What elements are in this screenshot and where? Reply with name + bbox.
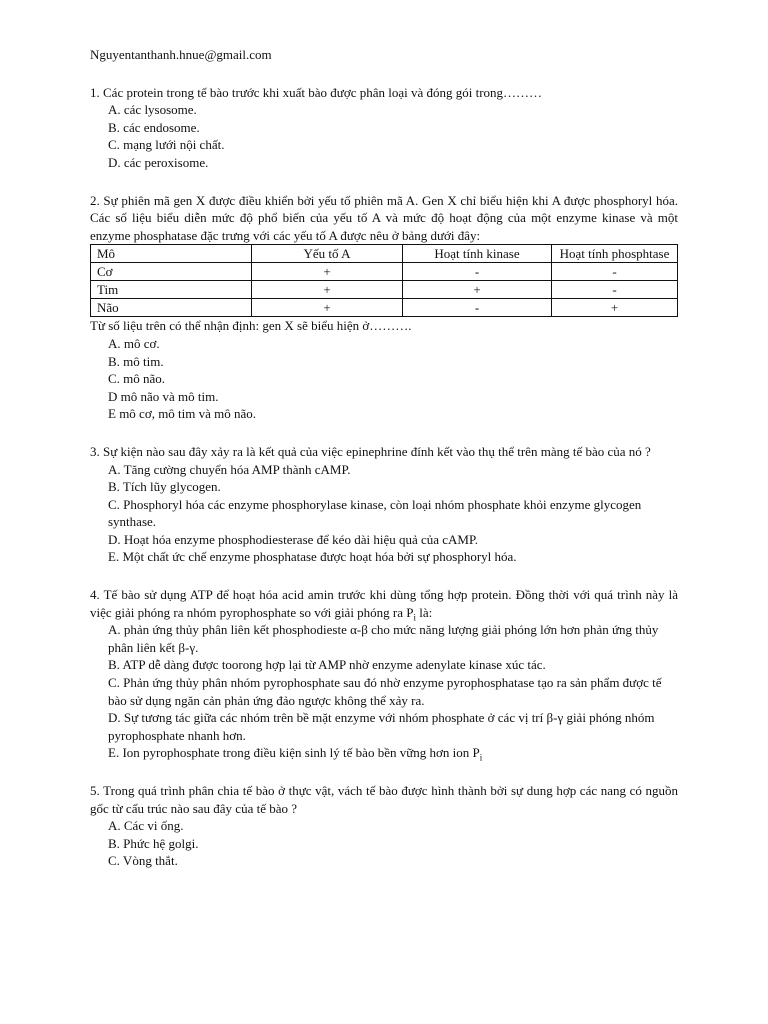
options-list <box>90 101 678 171</box>
question-text: 3. Sự kiện nào sau đây xảy ra là kết quả của việc epinephrine đính kết vào thụ thể trên màng tế bào của nó ? <box>90 443 651 459</box>
subscript-i: i <box>479 753 483 763</box>
table-row <box>91 299 678 317</box>
table-header: Hoạt tính kinase <box>403 245 552 263</box>
option-b: B. Tích lũy glycogen. <box>108 479 221 495</box>
table-cell: Tim <box>91 281 252 299</box>
option-d: D. Hoạt hóa enzyme phosphodiesterase để kéo dài hiệu quả của cAMP. <box>108 531 479 547</box>
data-table <box>90 244 678 317</box>
option-a: A. mô cơ. <box>108 335 160 351</box>
option-a: A. Tăng cường chuyển hóa AMP thành cAMP. <box>108 461 351 477</box>
question-text: 1. Các protein trong tế bào trước khi xuất bào được phân loại và đóng gói trong……… <box>90 84 543 100</box>
option-b: B. mô tim. <box>108 353 164 369</box>
question-4 <box>90 586 678 762</box>
question-5 <box>90 782 678 870</box>
option-d: D. Sự tương tác giữa các nhóm trên bề mặt enzyme với nhóm phosphate ở các vị trí β-γ giải phóng nhóm pyrophosphate nhanh hơn. <box>108 710 655 743</box>
question-text <box>90 586 678 621</box>
option-d: D. các peroxisome. <box>108 154 209 170</box>
question-text-tail: là: <box>416 604 433 620</box>
table-cell: - <box>403 263 552 281</box>
question-followup: Từ số liệu trên có thể nhận định: gen X sẽ biểu hiện ở………. <box>90 318 412 334</box>
option-a: A. các lysosome. <box>108 102 197 118</box>
option-d: D mô não và mô tim. <box>108 388 219 404</box>
table-cell: - <box>403 299 552 317</box>
option-e-text: E. Ion pyrophosphate trong điều kiện sinh lý tế bào bền vững hơn ion P <box>108 745 480 761</box>
table-header: Yếu tố A <box>252 245 403 263</box>
subscript-i: i <box>413 612 417 623</box>
table-row <box>91 281 678 299</box>
question-text: 5. Trong quá trình phân chia tế bào ở thực vật, vách tế bào được hình thành bởi sự dung hợp các nang có nguồn gốc từ cấu trúc nào sau đây của tế bào ? <box>90 783 678 816</box>
option-c: C. Phosphoryl hóa các enzyme phosphorylase kinase, còn loại nhóm phosphate khỏi enzyme glycogen synthase. <box>108 496 642 530</box>
option-a: A. Các vi ống. <box>108 818 184 834</box>
document-page <box>90 46 678 890</box>
question-2 <box>90 192 678 423</box>
table-cell: - <box>552 281 678 299</box>
options-list <box>90 461 678 567</box>
author-email: Nguyentanthanh.hnue@gmail.com <box>90 47 272 62</box>
question-1 <box>90 84 678 172</box>
table-cell: + <box>252 299 403 317</box>
question-text: 2. Sự phiên mã gen X được điều khiển bởi yếu tố phiên mã A. Gen X chỉ biểu hiện khi A được phosphoryl hóa. Các số liệu biểu diễn mức độ phổ biến của yếu tố A và mức độ hoạt động của một enzyme kinase và một enzyme phosphatase đặc trưng với các yếu tố A được nêu ở bảng dưới đây: <box>90 192 678 243</box>
option-c: C. mạng lưới nội chất. <box>108 137 225 153</box>
option-a: A. phản ứng thủy phân liên kết phosphodieste α-β cho mức năng lượng giải phóng lớn hơn phản ứng thủy phân liên kết β-γ. <box>108 622 659 655</box>
option-c: C. Phản ứng thủy phân nhóm pyrophosphate sau đó nhờ enzyme pyrophosphatase tạo ra sản phẩm được tế bào sử dụng ngăn cản phản ứng đảo ngược không thể xảy ra. <box>108 675 662 708</box>
options-list <box>90 335 678 423</box>
option-c: C. Vòng thắt. <box>108 853 178 869</box>
option-e: E mô cơ, mô tim và mô não. <box>108 406 257 422</box>
table-cell: + <box>252 281 403 299</box>
question-text-main: 4. Tế bào sử dụng ATP để hoạt hóa acid amin trước khi dùng tổng hợp protein. Đồng thời với quá trình này là việc giải phóng ra nhóm pyrophosphate so với giải phóng ra P <box>90 587 678 620</box>
table-cell: Cơ <box>91 263 252 281</box>
table-cell: + <box>552 299 678 317</box>
table-cell: + <box>252 263 403 281</box>
table-cell: - <box>552 263 678 281</box>
table-header-row <box>91 245 678 263</box>
option-b: B. các endosome. <box>108 119 200 135</box>
options-list <box>90 817 678 870</box>
question-3 <box>90 443 678 566</box>
option-e <box>108 744 678 762</box>
table-cell: + <box>403 281 552 299</box>
option-b: B. ATP dễ dàng được toorong hợp lại từ AMP nhờ enzyme adenylate kinase xúc tác. <box>108 657 546 673</box>
options-list <box>90 621 678 762</box>
option-c: C. mô não. <box>108 371 166 387</box>
table-header: Hoạt tính phosphtase <box>552 245 678 263</box>
option-e: E. Một chất ức chế enzyme phosphatase được hoạt hóa bởi sự phosphoryl hóa. <box>108 549 517 565</box>
table-header: Mô <box>91 245 252 263</box>
table-cell: Não <box>91 299 252 317</box>
option-b: B. Phức hệ golgi. <box>108 835 199 851</box>
table-row <box>91 263 678 281</box>
